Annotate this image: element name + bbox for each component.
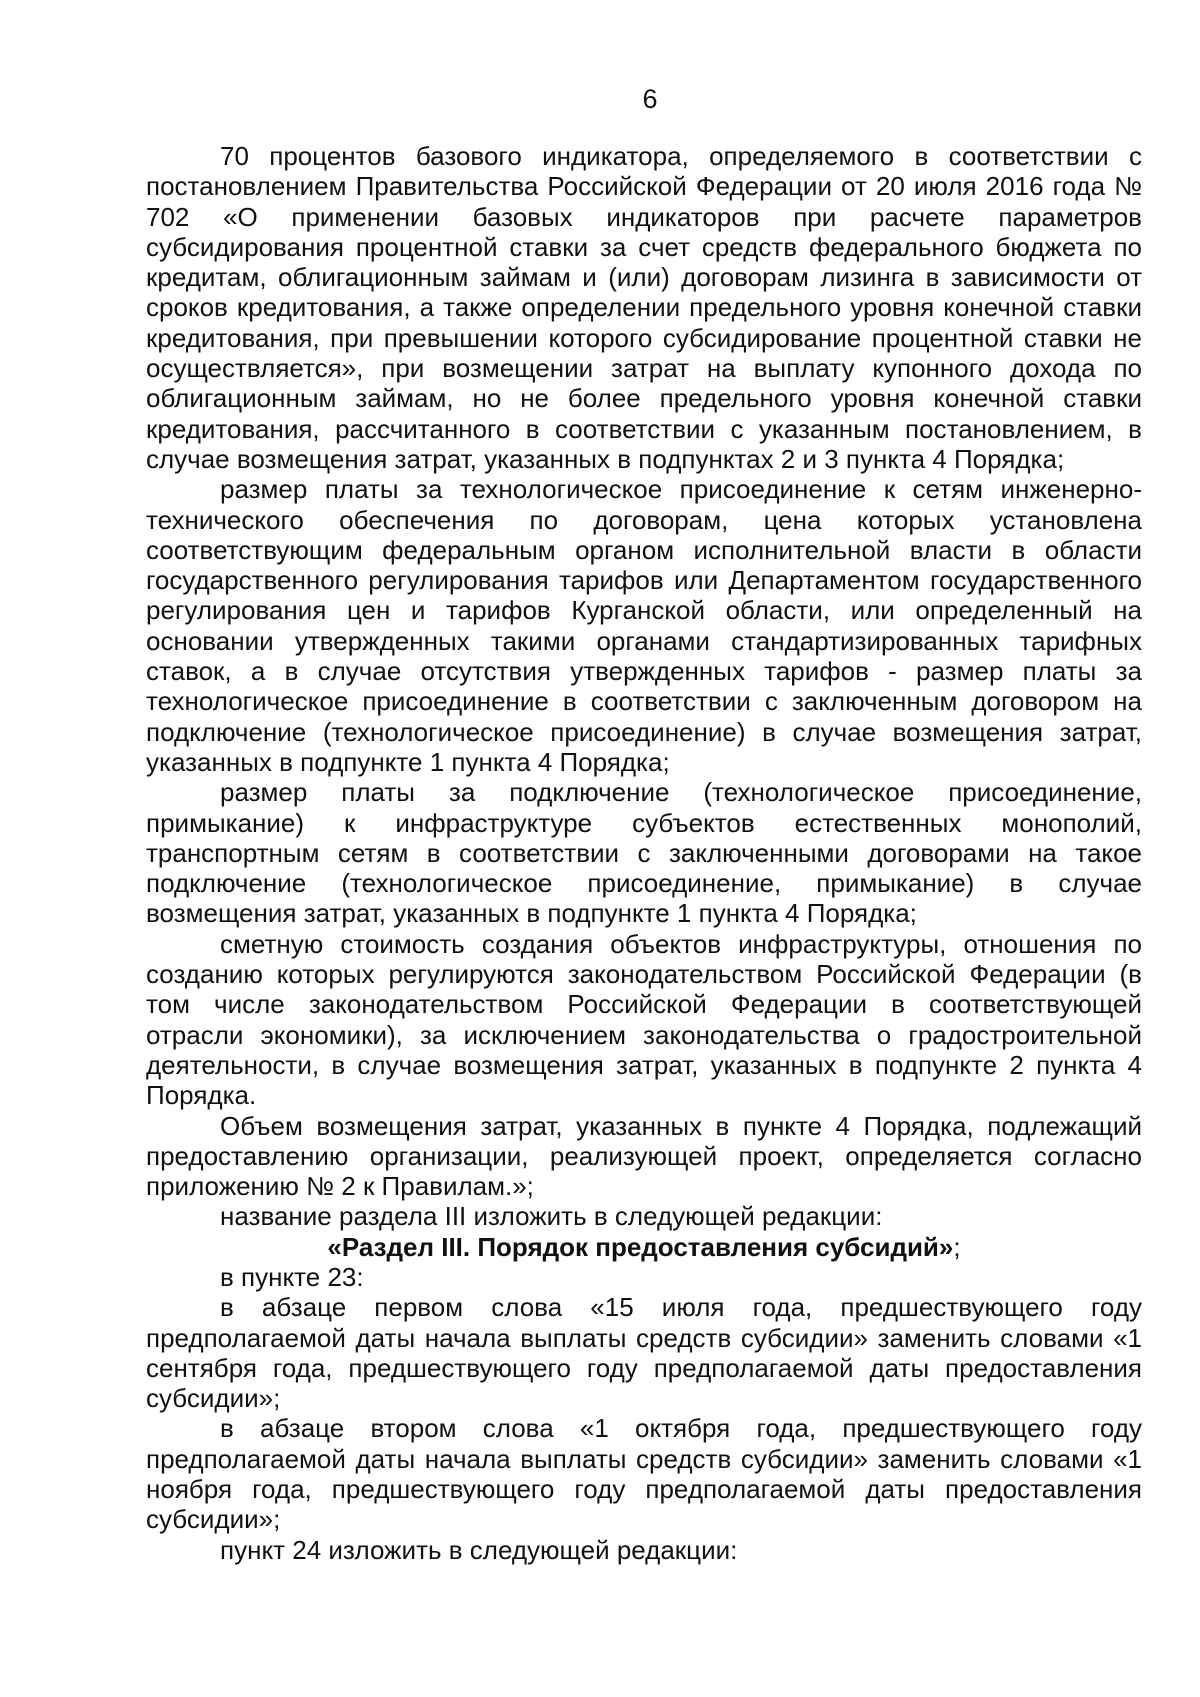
paragraph-point-23: в пункте 23: [220, 1261, 364, 1292]
paragraph-estimated-cost: сметную стоимость создания объектов инфраструктуры, отношения по созданию которых регулируются законодательством Российской Федерации (в том числе законодательством Российской Федерации в соответствующей отрасли экономики), за исключением законодательства о градостроительной деятельности, в случае возмещения затрат, указанных в подпункте 2 пункта 4 Порядка. [146, 928, 1142, 1111]
paragraph-point-24: пункт 24 изложить в следующей редакции: [220, 1534, 738, 1565]
section-heading-title: «Раздел III. Порядок предоставления субсидий» [327, 1231, 954, 1262]
paragraph-second-subparagraph: в абзаце втором слова «1 октября года, предшествующего году предполагаемой даты начала выплаты средств субсидии» заменить словами «1 ноября года, предшествующего году предполагаемой даты предоставления субсидии»; [146, 1413, 1142, 1535]
section-heading [146, 1232, 1142, 1262]
paragraph-section-rename: название раздела III изложить в следующей редакции: [220, 1201, 883, 1232]
paragraph-compensation-volume: Объем возмещения затрат, указанных в пункте 4 Порядка, подлежащий предоставлению организации, реализующей проект, определяется согласно приложению № 2 к Правилам.»; [146, 1110, 1142, 1202]
page-number: 6 [642, 84, 658, 114]
section-heading-suffix: ; [953, 1231, 961, 1262]
paragraph-tech-connection-fee: размер платы за технологическое присоединение к сетям инженерно-технического обеспечения по договорам, цена которых установлена соответствующим федеральным органом исполнительной власти в области государственного регулирования тарифов или Департаментом государственного регулирования цен и тарифов Курганской области, или определенный на основании утвержденных такими органами стандартизированных тарифных ставок, а в случае отсутствия утвержденных тарифов - размер платы за технологическое присоединение в соответствии с заключенным договором на подключение (технологическое присоединение) в случае возмещения затрат, указанных в подпункте 1 пункта 4 Порядка; [146, 474, 1142, 777]
paragraph-infrastructure-connection-fee: размер платы за подключение (технологическое присоединение, примыкание) к инфраструктуре субъектов естественных монополий, транспортным сетям в соответствии с заключенными договорами на такое подключение (технологическое присоединение, примыкание) в случае возмещения затрат, указанных в подпункте 1 пункта 4 Порядка; [146, 777, 1142, 929]
paragraph-base-indicator: 70 процентов базового индикатора, определяемого в соответствии с постановлением Правительства Российской Федерации от 20 июля 2016 года № 702 «О применении базовых индикаторов при расчете параметров субсидирования процентной ставки за счет средств федерального бюджета по кредитам, облигационным займам и (или) договорам лизинга в зависимости от сроков кредитования, а также определении предельного уровня конечной ставки кредитования, при превышении которого субсидирование процентной ставки не осуществляется», при возмещении затрат на выплату купонного дохода по облигационным займам, но не более предельного уровня конечной ставки кредитования, рассчитанного в соответствии с указанным постановлением, в случае возмещения затрат, указанных в подпунктах 2 и 3 пункта 4 Порядка; [146, 141, 1142, 474]
paragraph-first-subparagraph: в абзаце первом слова «15 июля года, предшествующего году предполагаемой даты начала выплаты средств субсидии» заменить словами «1 сентября года, предшествующего году предполагаемой даты предоставления субсидии»; [146, 1292, 1142, 1414]
document-body [146, 141, 1142, 1565]
